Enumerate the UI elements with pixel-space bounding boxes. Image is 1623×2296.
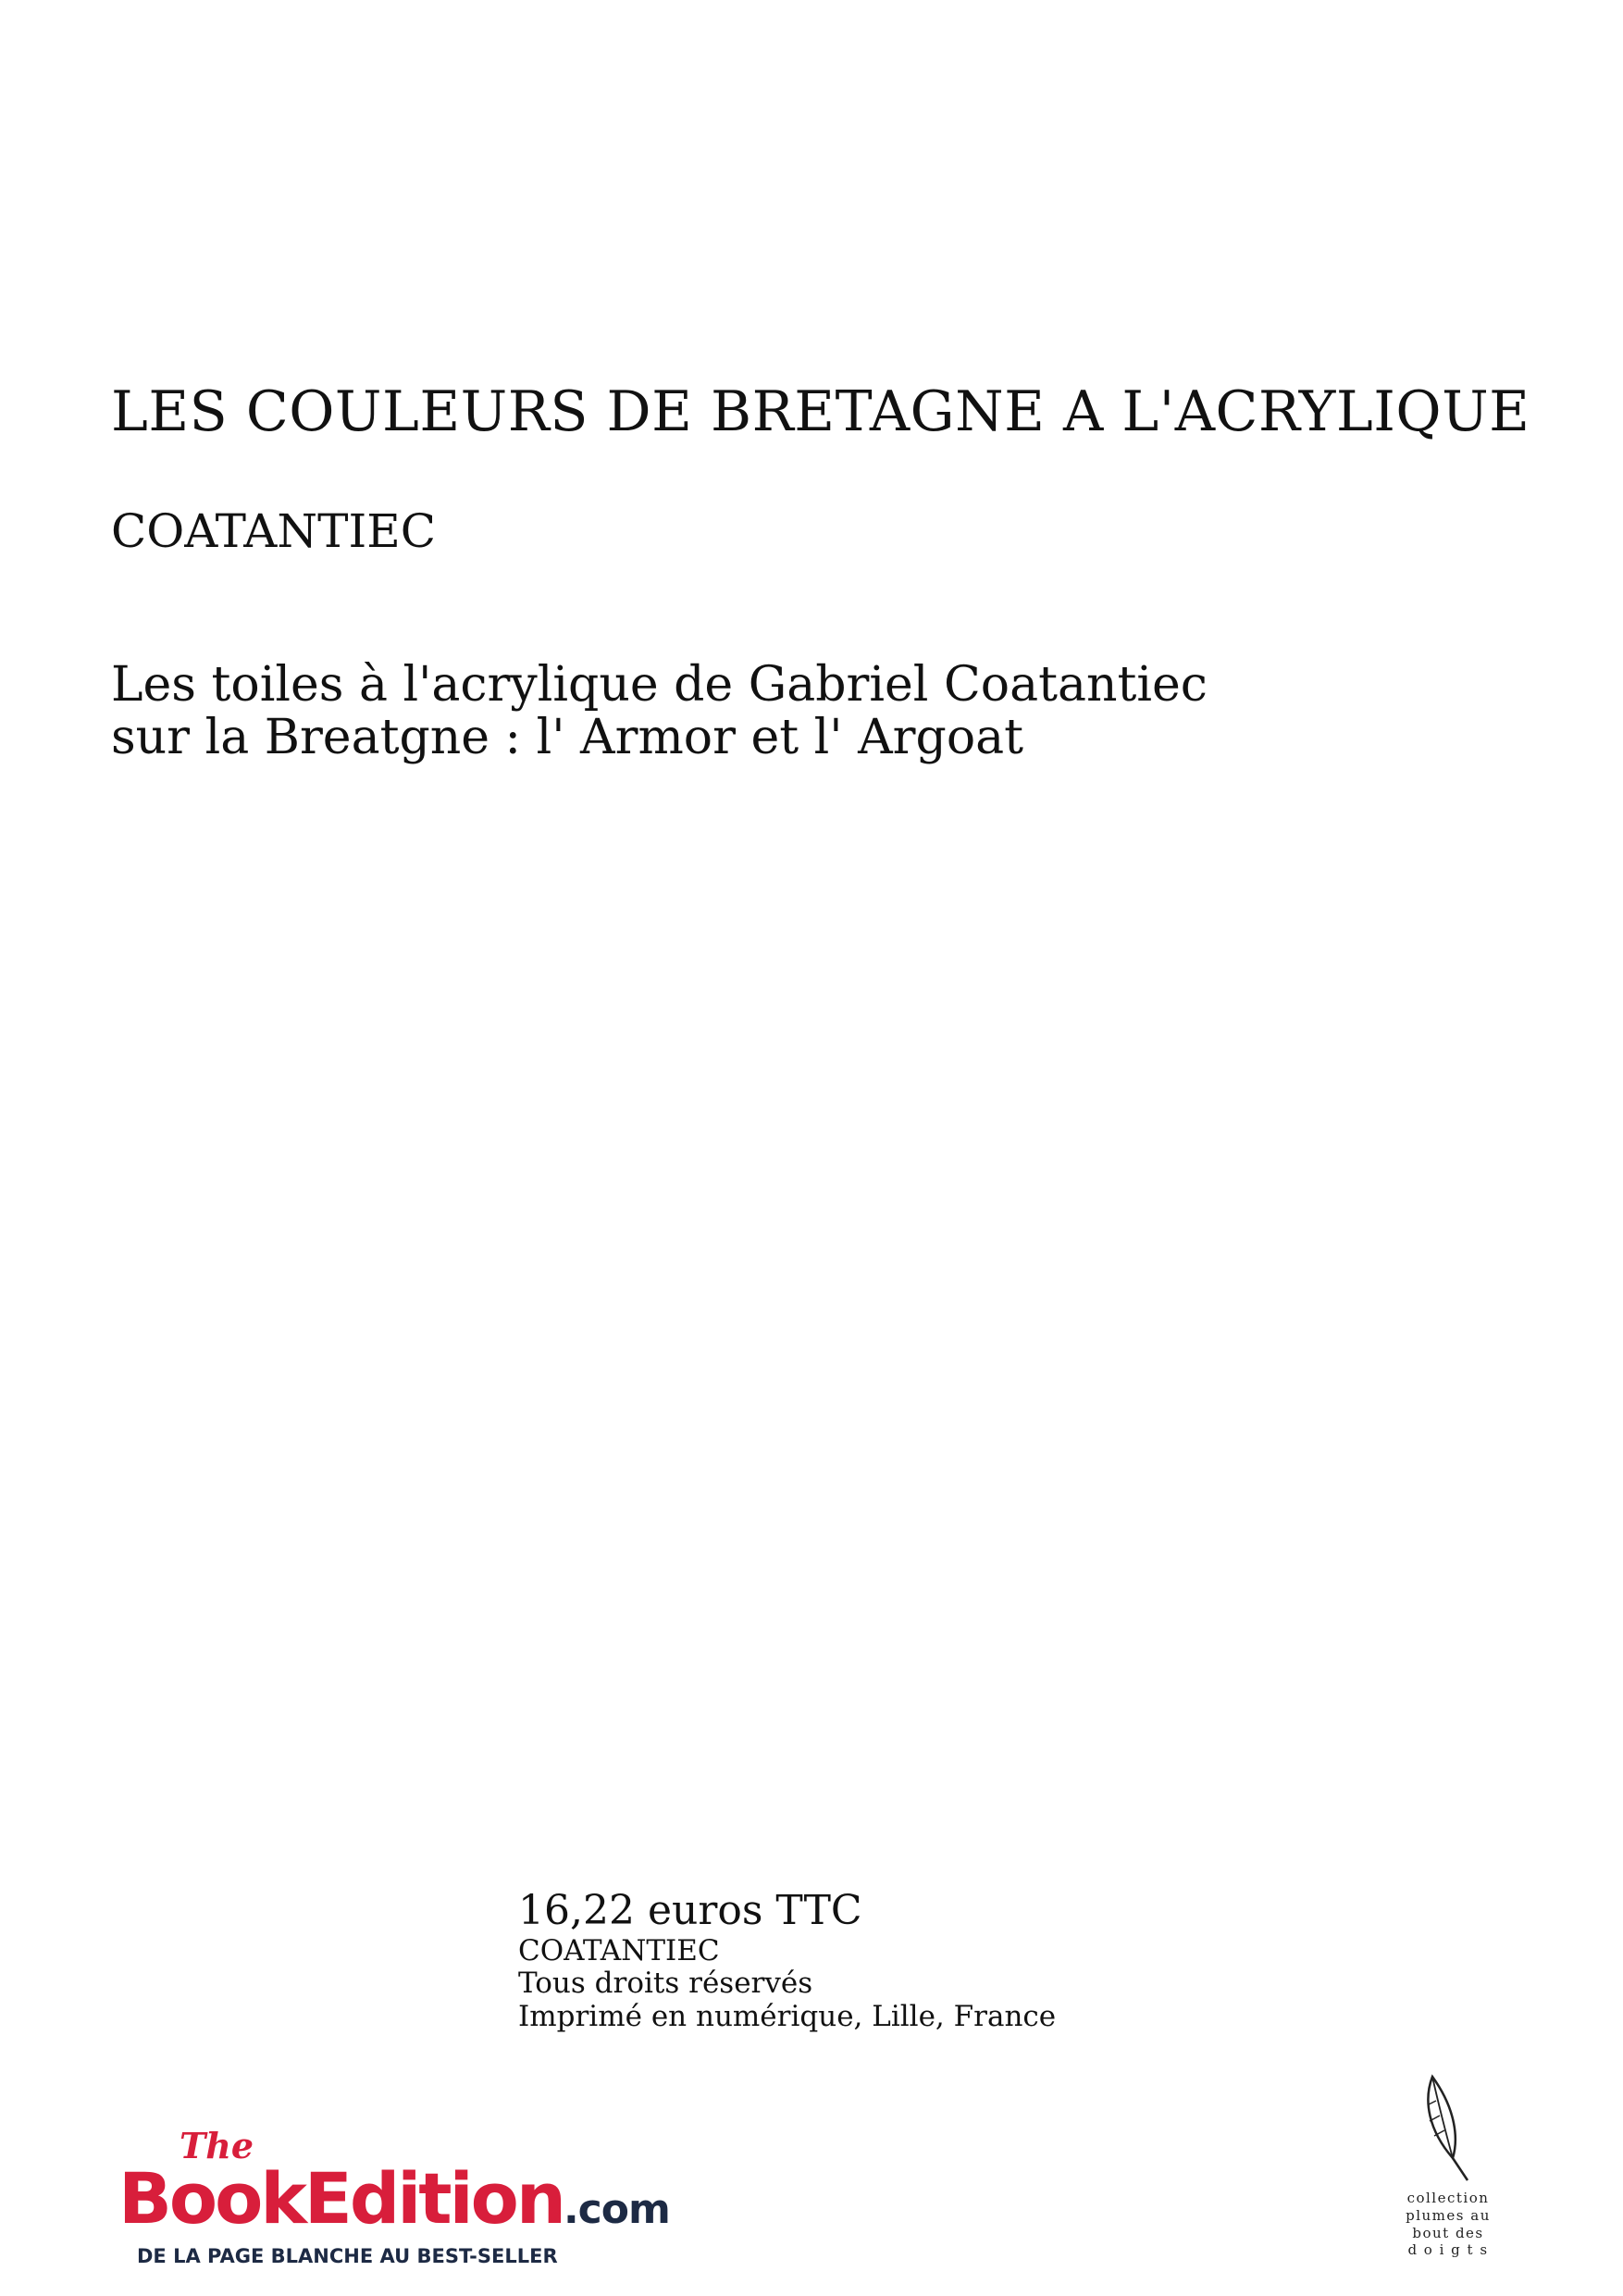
- logo-name: BookEdition: [118, 2157, 564, 2240]
- logo-domain: .com: [563, 2186, 670, 2233]
- logo-wordmark: [118, 2157, 670, 2240]
- description-line: Les toiles à l'acrylique de Gabriel Coatantiec: [111, 657, 1208, 713]
- collection-line: plumes au: [1406, 2206, 1491, 2224]
- price: 16,22 euros TTC: [518, 1887, 862, 1934]
- book-title: LES COULEURS DE BRETAGNE A L'ACRYLIQUE: [111, 379, 1530, 444]
- publisher-logo: [118, 2125, 670, 2267]
- book-author: COATANTIEC: [111, 504, 436, 558]
- collection-mark: [1397, 2073, 1499, 2259]
- description-line: sur la Breatgne : l' Armor et l' Argoat: [111, 710, 1024, 766]
- collection-line: bout des: [1412, 2224, 1484, 2241]
- collection-line: collection: [1406, 2190, 1490, 2206]
- rights-notice: Tous droits réservés: [518, 1967, 813, 2001]
- colophon-author: COATANTIEC: [518, 1933, 720, 1967]
- collection-line: d o i g t s: [1407, 2241, 1489, 2259]
- feather-icon: [1416, 2073, 1481, 2184]
- printing-notice: Imprimé en numérique, Lille, France: [518, 1999, 1057, 2033]
- colophon: [518, 1888, 1056, 2034]
- logo-tagline: DE LA PAGE BLANCHE AU BEST-SELLER: [137, 2245, 558, 2267]
- logo-the: The: [180, 2125, 254, 2166]
- collection-text: [1397, 2190, 1499, 2259]
- book-description: [111, 659, 1208, 764]
